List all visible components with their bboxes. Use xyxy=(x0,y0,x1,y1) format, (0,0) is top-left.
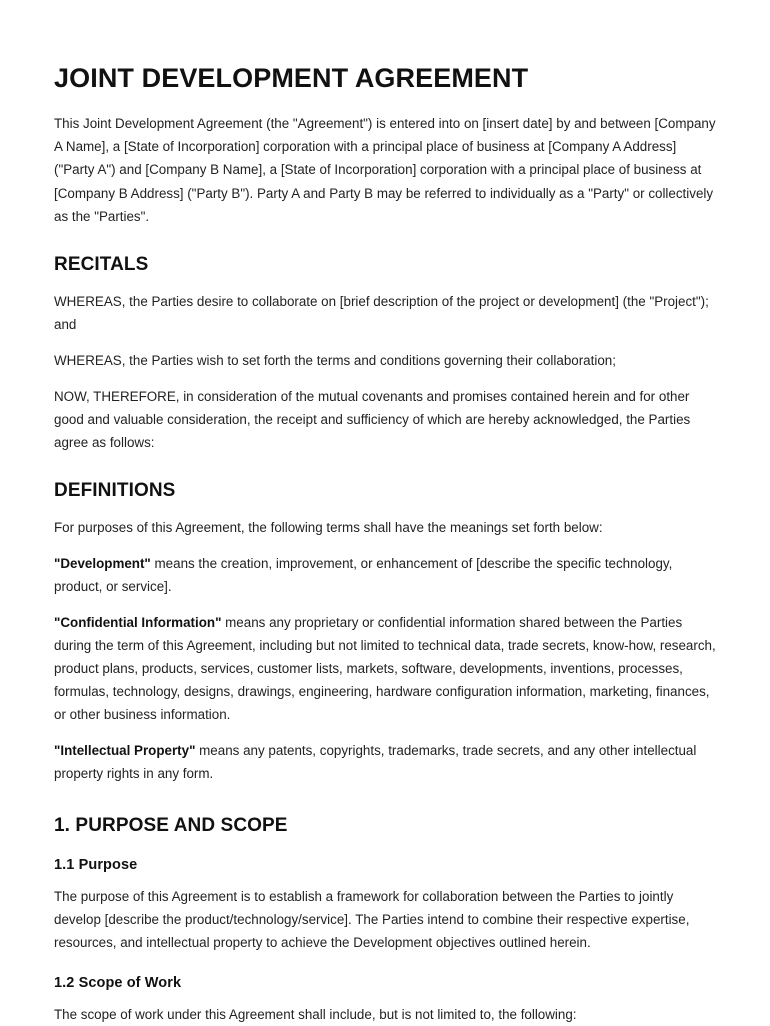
definition-text-confidential-information: means any proprietary or confidential information shared between the Parties during the term of this Agreement, including but not limited to technical data, trade secrets, know-how, research, product plans, products, services, customer lists, markets, software, developments, inventions, processes, formulas, technology, designs, drawings, engineering, hardware configuration information, marketing, finances, or other business information. xyxy=(54,615,716,723)
subsection-heading-scope-of-work: 1.2 Scope of Work xyxy=(54,974,182,991)
section-heading-recitals: RECITALS xyxy=(54,253,149,275)
definitions-lead: For purposes of this Agreement, the following terms shall have the meanings set forth below: xyxy=(54,519,603,535)
subsection-heading-purpose: 1.1 Purpose xyxy=(54,857,138,874)
recitals-paragraph-3: NOW, THEREFORE, in consideration of the mutual covenants and promises contained herein and for other good and valuable consideration, the receipt and sufficiency of which are hereby acknowledged, the Parties agree as follows: xyxy=(54,388,691,450)
page-title: JOINT DEVELOPMENT AGREEMENT xyxy=(54,63,529,93)
intro-paragraph: This Joint Development Agreement (the "Agreement") is entered into on [insert date] by and between [Company A Name], a [State of Incorporation] corporation with a principal place of business at [Company A Address] ("Party A") and [Company B Name], a [State of Incorporation] corporation with a principal place of business at [Company B Address] ("Party B"). Party A and Party B may be referred to individually as a "Party" or collectively as the "Parties". xyxy=(54,116,716,224)
definition-development xyxy=(54,552,718,598)
purpose-paragraph: The purpose of this Agreement is to establish a framework for collaboration between the Parties to jointly develop [describe the product/technology/service]. The Parties intend to combine their respective expertise, resources, and intellectual property to achieve the Development objectives outlined herein. xyxy=(54,889,690,951)
section-heading-purpose-and-scope: 1. PURPOSE AND SCOPE xyxy=(54,815,288,837)
definition-text-intellectual-property: means any patents, copyrights, trademarks, trade secrets, and any other intellectual property rights in any form. xyxy=(54,743,697,782)
recitals-paragraph-1: WHEREAS, the Parties desire to collaborate on [brief description of the project or development] (the "Project"); and xyxy=(54,293,709,332)
recitals-paragraph-2: WHEREAS, the Parties wish to set forth the terms and conditions governing their collaboration; xyxy=(54,352,616,368)
definition-term-confidential-information: "Confidential Information" xyxy=(54,615,222,631)
section-heading-definitions: DEFINITIONS xyxy=(54,479,176,501)
scope-of-work-paragraph: The scope of work under this Agreement shall include, but is not limited to, the following: xyxy=(54,1006,577,1022)
definition-term-development: "Development" xyxy=(54,555,151,571)
definition-intellectual-property xyxy=(54,739,718,785)
definition-text-development: means the creation, improvement, or enhancement of [describe the specific technology, product, or service]. xyxy=(54,555,673,594)
definition-confidential-information xyxy=(54,611,718,726)
definition-term-intellectual-property: "Intellectual Property" xyxy=(54,743,196,759)
